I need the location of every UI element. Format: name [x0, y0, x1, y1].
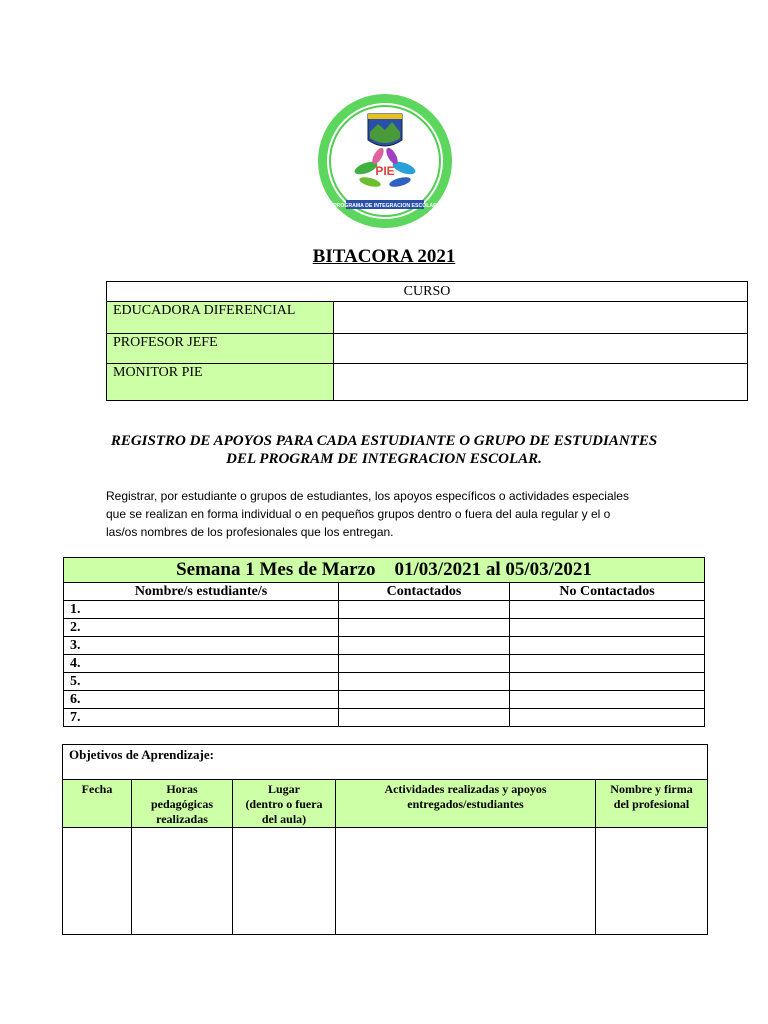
week-header: Semana 1 Mes de Marzo 01/03/2021 al 05/03/2021: [64, 558, 705, 583]
col-firma: Nombre y firma del profesional: [596, 780, 708, 828]
staff-label-educadora: EDUCADORA DIFERENCIAL: [107, 302, 334, 334]
staff-label-profesor: PROFESOR JEFE: [107, 334, 334, 364]
table-row: 2.: [64, 619, 705, 637]
staff-label-monitor: MONITOR PIE: [107, 364, 334, 401]
table-row: 7.: [64, 709, 705, 727]
logo-acronym: PIE: [375, 164, 395, 178]
pie-logo-seal: [316, 92, 454, 230]
logo-caption: PROGRAMA DE INTEGRACION ESCOLAR: [333, 203, 437, 209]
table-row: 5.: [64, 673, 705, 691]
staff-value-educadora[interactable]: [334, 302, 748, 334]
staff-table: [106, 281, 748, 401]
col-fecha: Fecha: [63, 780, 132, 828]
col-lugar: Lugar (dentro o fuera del aula): [233, 780, 336, 828]
table-row: [63, 828, 708, 935]
table-row: 4.: [64, 655, 705, 673]
table-row: 1.: [64, 601, 705, 619]
col-actividades: Actividades realizadas y apoyos entregados/estudiantes: [336, 780, 596, 828]
objectives-table: [62, 744, 708, 935]
col-not-contacted: No Contactados: [510, 583, 705, 601]
objectives-label[interactable]: Objetivos de Aprendizaje:: [63, 745, 708, 780]
course-header: CURSO: [107, 282, 748, 302]
table-row: 3.: [64, 637, 705, 655]
registro-description: Registrar, por estudiante o grupos de estudiantes, los apoyos específicos o actividades especiales que se realizan en forma individual o en pequeños grupos dentro o fuera del aula regular y el o las/os nombres de los profesionales que los entregan.: [106, 489, 629, 539]
week-table: [63, 557, 705, 727]
staff-value-monitor[interactable]: [334, 364, 748, 401]
col-horas: Horas pedagógicas realizadas: [132, 780, 233, 828]
table-row: 6.: [64, 691, 705, 709]
staff-value-profesor[interactable]: [334, 334, 748, 364]
col-contacted: Contactados: [339, 583, 510, 601]
col-students: Nombre/s estudiante/s: [64, 583, 339, 601]
document-title: BITACORA 2021: [312, 246, 456, 267]
registro-title: REGISTRO DE APOYOS PARA CADA ESTUDIANTE O GRUPO DE ESTUDIANTES DEL PROGRAM DE INTEGRACION ESCOLAR.: [110, 433, 658, 467]
